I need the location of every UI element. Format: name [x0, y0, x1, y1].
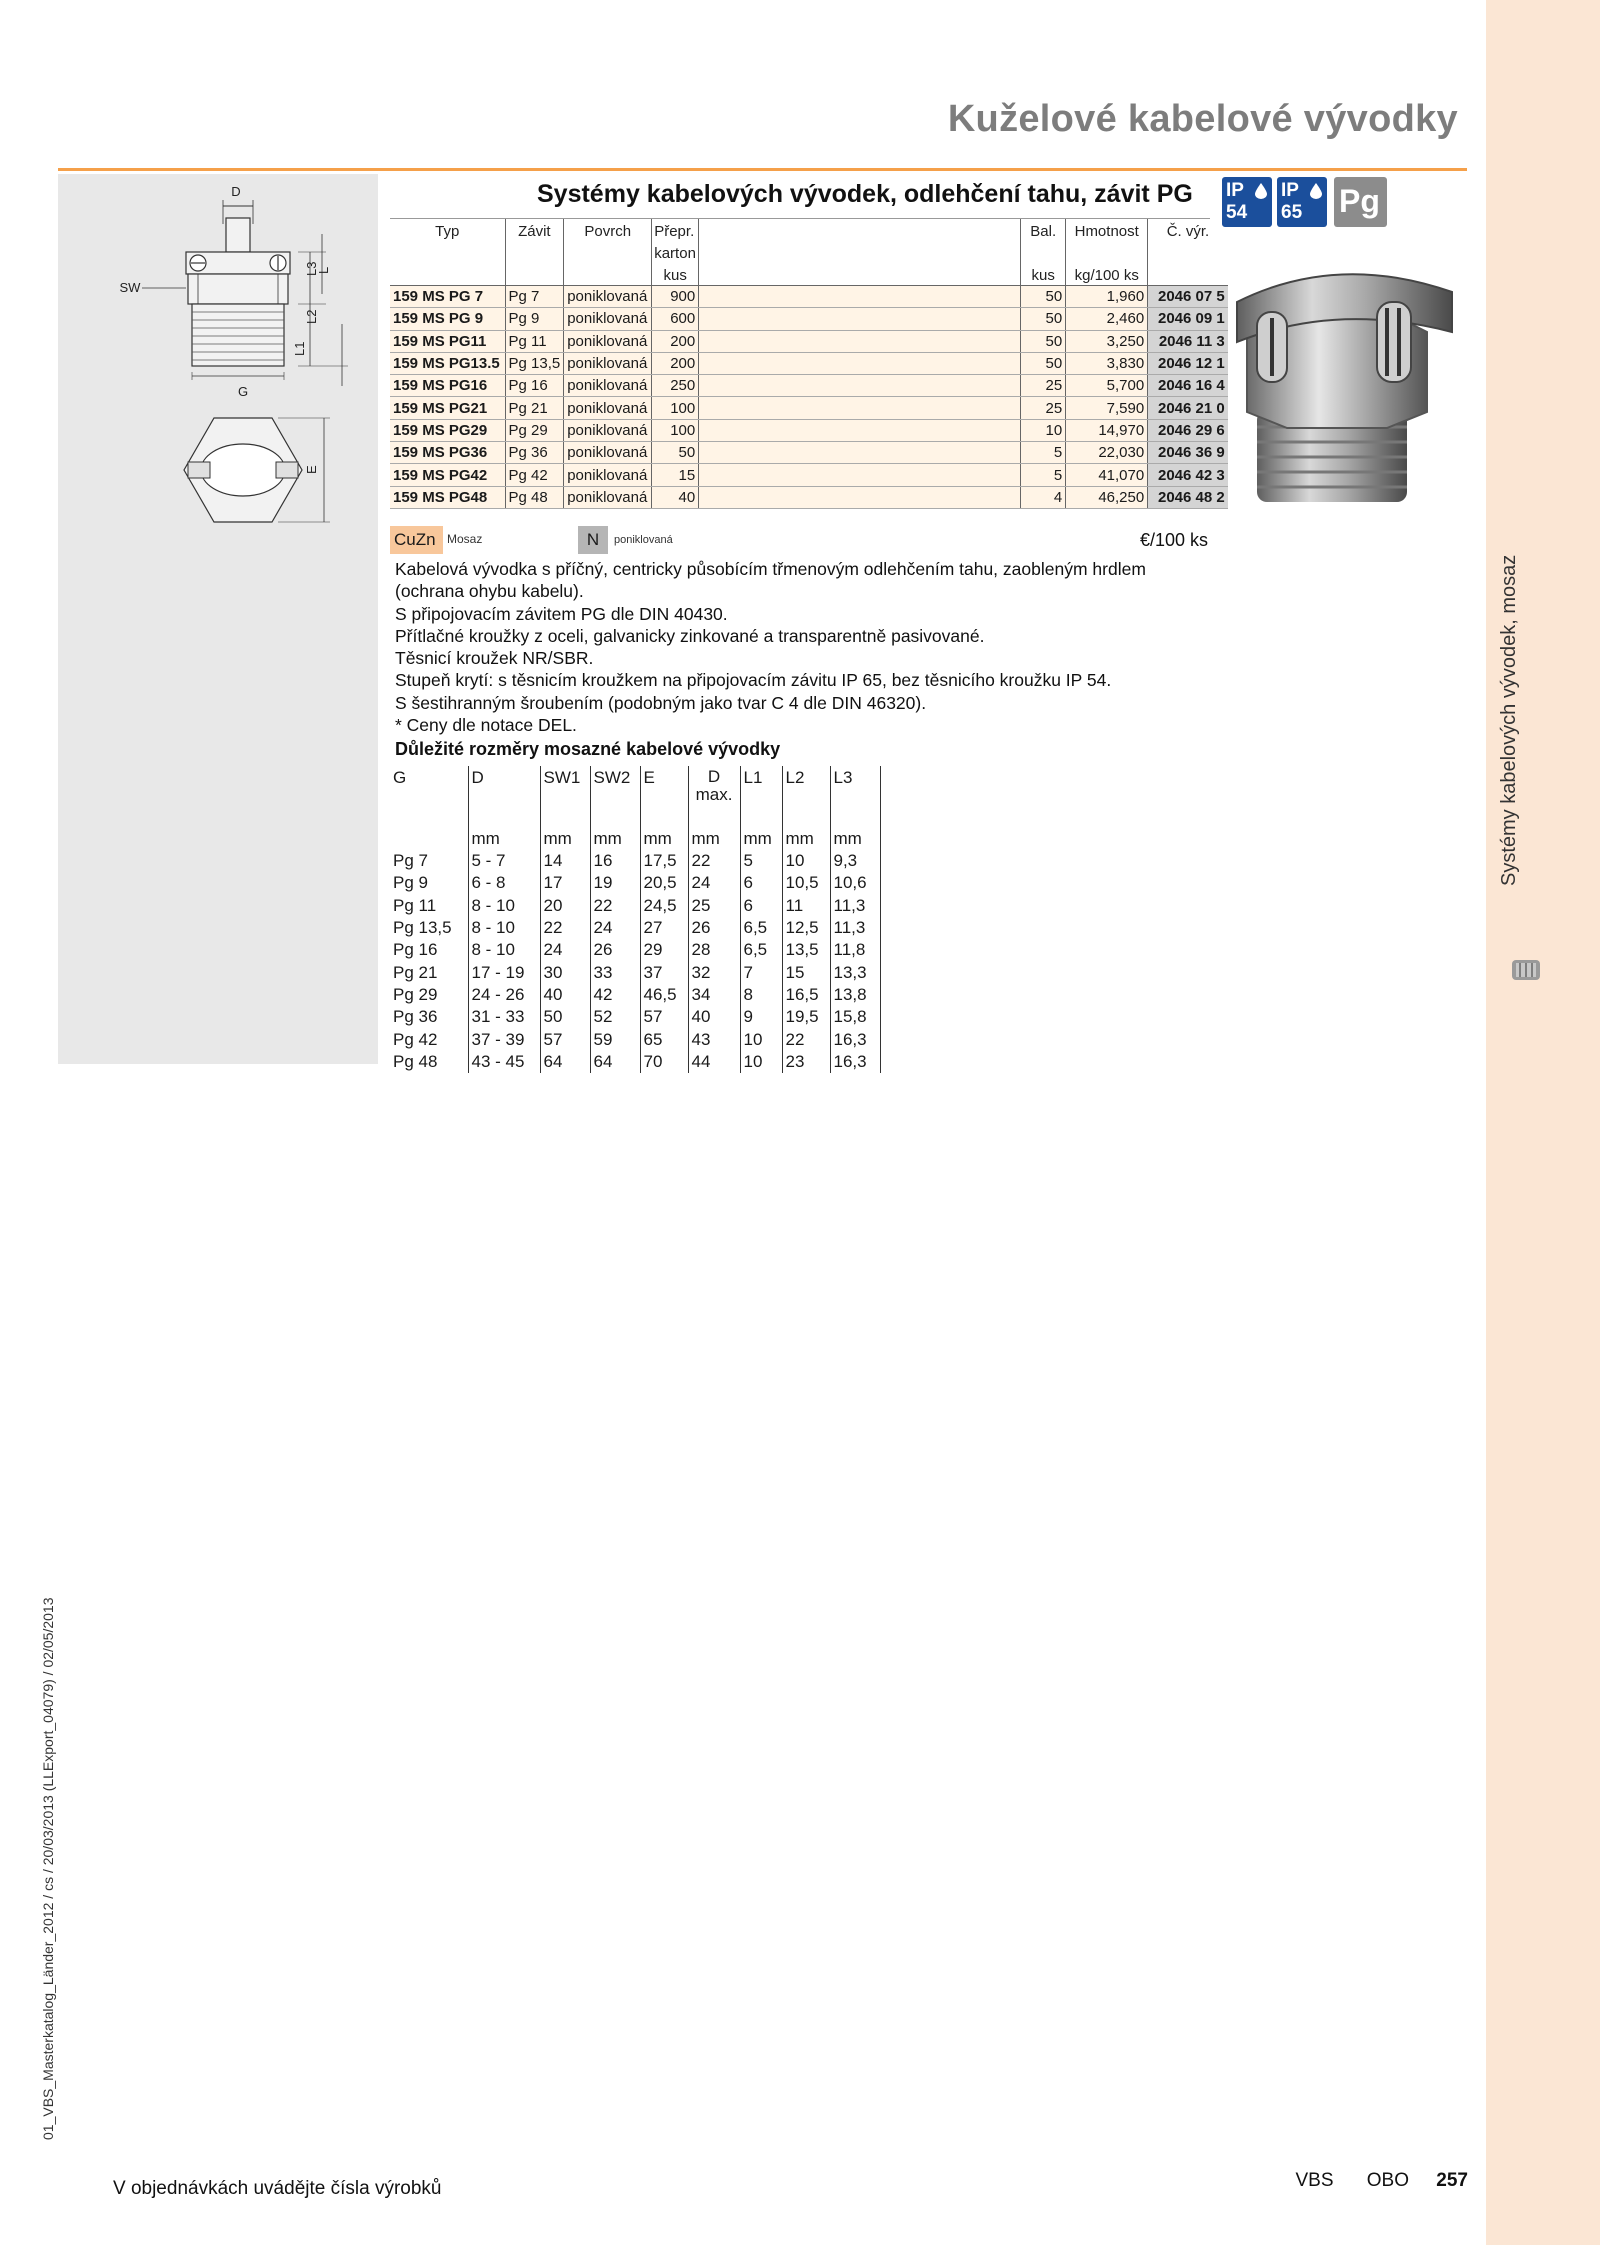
- cell-typ: 159 MS PG11: [390, 330, 505, 352]
- cell-cislo: 2046 11 3: [1148, 330, 1228, 352]
- dim-cell: 30: [540, 961, 590, 983]
- dim-cell: 17,5: [640, 850, 688, 872]
- dim-cell: 13,8: [830, 984, 880, 1006]
- table-row: [390, 939, 880, 961]
- dim-cell: Pg 21: [390, 961, 468, 983]
- cell-hmotnost: 46,250: [1066, 486, 1148, 508]
- drawing-label-l: L: [316, 266, 331, 274]
- dim-cell: 57: [640, 1006, 688, 1028]
- cell-povrch: poniklovaná: [564, 352, 652, 374]
- description-line: * Ceny dle notace DEL.: [395, 715, 577, 736]
- col-header-povrch: Povrch: [564, 219, 652, 265]
- cell-bal: 5: [1021, 442, 1066, 464]
- dim-cell: 13,3: [830, 961, 880, 983]
- drawing-label-sw: SW: [119, 280, 141, 295]
- dim-cell: 24,5: [640, 895, 688, 917]
- cell-spacer: [699, 286, 1021, 308]
- water-drop-icon: [1310, 183, 1322, 199]
- material-name: Mosaz: [447, 532, 483, 546]
- description-line: Přítlačné kroužky z oceli, galvanicky zinkované a transparentně pasivované.: [395, 625, 985, 646]
- table-row: [390, 850, 880, 872]
- dim-header-e: E: [640, 766, 688, 804]
- cell-typ: 159 MS PG 9: [390, 308, 505, 330]
- cell-hmotnost: 1,960: [1066, 286, 1148, 308]
- table-row: [390, 352, 1228, 374]
- dim-cell: 22: [540, 917, 590, 939]
- dim-cell: 7: [740, 961, 782, 983]
- dim-cell: 6: [740, 895, 782, 917]
- dim-cell: 16,3: [830, 1028, 880, 1050]
- dim-cell: 64: [590, 1051, 640, 1073]
- dim-cell: 50: [540, 1006, 590, 1028]
- cell-povrch: poniklovaná: [564, 330, 652, 352]
- table-row: [390, 984, 880, 1006]
- dim-cell: 29: [640, 939, 688, 961]
- dim-cell: 19,5: [782, 1006, 830, 1028]
- dim-cell: 34: [688, 984, 740, 1006]
- table-row: [390, 397, 1228, 419]
- cell-zavit: Pg 21: [505, 397, 564, 419]
- dim-unit: mm: [640, 828, 688, 850]
- drawing-label-l1: L1: [292, 341, 307, 356]
- drawing-label-e: E: [304, 465, 319, 474]
- dim-cell: Pg 42: [390, 1028, 468, 1050]
- cell-bal: 25: [1021, 397, 1066, 419]
- table-row: [390, 1051, 880, 1073]
- dim-cell: 52: [590, 1006, 640, 1028]
- price-unit: €/100 ks: [1139, 530, 1208, 550]
- dim-cell: 32: [688, 961, 740, 983]
- dim-cell: 6,5: [740, 939, 782, 961]
- dim-cell: 20,5: [640, 872, 688, 894]
- col-header-bal: Bal.: [1021, 219, 1066, 265]
- cell-karton: 100: [652, 419, 699, 441]
- cell-cislo: 2046 12 1: [1148, 352, 1228, 374]
- cell-spacer: [699, 308, 1021, 330]
- cell-spacer: [699, 486, 1021, 508]
- table-row: [390, 895, 880, 917]
- cell-hmotnost: 3,250: [1066, 330, 1148, 352]
- page-title: Kuželové kabelové vývodky: [947, 98, 1458, 140]
- dim-cell: 23: [782, 1051, 830, 1073]
- pg-badge: Pg: [1334, 177, 1387, 227]
- cell-typ: 159 MS PG16: [390, 375, 505, 397]
- dimension-table-header: [390, 766, 880, 804]
- dim-cell: Pg 11: [390, 895, 468, 917]
- cell-cislo: 2046 42 3: [1148, 464, 1228, 486]
- product-photo: [1227, 242, 1472, 514]
- ip54-badge: IP 54: [1222, 177, 1272, 227]
- cell-karton: 15: [652, 464, 699, 486]
- cell-zavit: Pg 29: [505, 419, 564, 441]
- side-label: Systémy kabelových vývodek, mosaz: [1498, 554, 1520, 886]
- cell-cislo: 2046 36 9: [1148, 442, 1228, 464]
- dim-unit: mm: [688, 828, 740, 850]
- dim-cell: Pg 9: [390, 872, 468, 894]
- cell-bal: 50: [1021, 330, 1066, 352]
- cell-povrch: poniklovaná: [564, 375, 652, 397]
- description-line: S připojovacím závitem PG dle DIN 40430.: [395, 603, 728, 624]
- drawing-label-l2: L2: [304, 309, 319, 324]
- section-title: Systémy kabelových vývodek, odlehčení tahu, závit PG: [537, 180, 1193, 208]
- dim-cell: 19: [590, 872, 640, 894]
- dim-cell: 22: [590, 895, 640, 917]
- dim-cell: 14: [540, 850, 590, 872]
- dim-cell: 31 - 33: [468, 1006, 540, 1028]
- dim-header-l1: L1: [740, 766, 782, 804]
- dim-cell: 10: [740, 1028, 782, 1050]
- dim-cell: 5 - 7: [468, 850, 540, 872]
- cell-cislo: 2046 07 5: [1148, 286, 1228, 308]
- unit-bal: kus: [1021, 265, 1066, 286]
- unit-hmotnost: kg/100 ks: [1066, 265, 1148, 286]
- dimension-table-units: [390, 828, 880, 850]
- dim-cell: 17: [540, 872, 590, 894]
- dim-cell: 20: [540, 895, 590, 917]
- dim-cell: 10,6: [830, 872, 880, 894]
- cell-spacer: [699, 397, 1021, 419]
- cell-karton: 250: [652, 375, 699, 397]
- water-drop-icon: [1255, 183, 1267, 199]
- dimension-table-gap: [390, 804, 880, 828]
- description-line: (ochrana ohybu kabelu).: [395, 581, 584, 602]
- cell-spacer: [699, 375, 1021, 397]
- cell-karton: 600: [652, 308, 699, 330]
- dim-cell: 5: [740, 850, 782, 872]
- dimension-table-title: Důležité rozměry mosazné kabelové vývodky: [395, 739, 781, 759]
- cell-bal: 5: [1021, 464, 1066, 486]
- table-row: [390, 286, 1228, 308]
- dim-cell: 8 - 10: [468, 895, 540, 917]
- dim-cell: 40: [688, 1006, 740, 1028]
- col-header-karton: Přepr. karton: [652, 219, 699, 265]
- cell-hmotnost: 5,700: [1066, 375, 1148, 397]
- drawing-label-l3: L3: [304, 261, 319, 276]
- dim-cell: 43 - 45: [468, 1051, 540, 1073]
- dim-unit: mm: [740, 828, 782, 850]
- technical-drawing: [58, 174, 378, 554]
- dim-cell: Pg 48: [390, 1051, 468, 1073]
- dim-cell: 15,8: [830, 1006, 880, 1028]
- cell-cislo: 2046 29 6: [1148, 419, 1228, 441]
- dim-cell: 28: [688, 939, 740, 961]
- footer-brand-obo: OBO: [1366, 2170, 1410, 2191]
- dim-cell: 11,8: [830, 939, 880, 961]
- material-code: CuZn: [390, 526, 443, 554]
- description-line: Stupeň krytí: s těsnicím kroužkem na připojovacím závitu IP 65, bez těsnicího kroužku IP 54.: [395, 670, 1112, 691]
- cell-povrch: poniklovaná: [564, 397, 652, 419]
- dim-cell: Pg 36: [390, 1006, 468, 1028]
- cell-spacer: [699, 464, 1021, 486]
- cell-karton: 900: [652, 286, 699, 308]
- cell-karton: 50: [652, 442, 699, 464]
- product-description: [395, 558, 1215, 736]
- dim-header-g: G: [390, 766, 468, 804]
- cell-povrch: poniklovaná: [564, 419, 652, 441]
- cell-cislo: 2046 21 0: [1148, 397, 1228, 419]
- cell-cislo: 2046 09 1: [1148, 308, 1228, 330]
- dim-cell: 8: [740, 984, 782, 1006]
- table-row: [390, 464, 1228, 486]
- cell-typ: 159 MS PG29: [390, 419, 505, 441]
- table-row: [390, 917, 880, 939]
- ip65-badge: IP 65: [1277, 177, 1327, 227]
- dim-cell: 57: [540, 1028, 590, 1050]
- description-line: Kabelová vývodka s příčný, centricky působícím třmenovým odlehčením tahu, zaobleným hrdlem: [395, 559, 1146, 579]
- cell-bal: 50: [1021, 352, 1066, 374]
- dim-cell: 24 - 26: [468, 984, 540, 1006]
- dim-cell: 6,5: [740, 917, 782, 939]
- cell-hmotnost: 7,590: [1066, 397, 1148, 419]
- dim-cell: 9: [740, 1006, 782, 1028]
- dim-cell: 16,3: [830, 1051, 880, 1073]
- dim-cell: 8 - 10: [468, 939, 540, 961]
- cell-typ: 159 MS PG36: [390, 442, 505, 464]
- cell-karton: 100: [652, 397, 699, 419]
- cell-cislo: 2046 16 4: [1148, 375, 1228, 397]
- cell-hmotnost: 3,830: [1066, 352, 1148, 374]
- unit-karton: kus: [652, 265, 699, 286]
- col-header-spacer: [699, 219, 1021, 265]
- side-band: [1486, 0, 1600, 2245]
- dim-header-l2: L2: [782, 766, 830, 804]
- drawing-label-d: D: [231, 184, 241, 199]
- cell-povrch: poniklovaná: [564, 442, 652, 464]
- cell-karton: 40: [652, 486, 699, 508]
- table-row: [390, 330, 1228, 352]
- dim-unit: mm: [830, 828, 880, 850]
- description-line: Těsnicí kroužek NR/SBR.: [395, 648, 594, 669]
- cell-bal: 50: [1021, 308, 1066, 330]
- dim-cell: 43: [688, 1028, 740, 1050]
- dim-cell: 12,5: [782, 917, 830, 939]
- cell-zavit: Pg 16: [505, 375, 564, 397]
- dim-cell: 26: [590, 939, 640, 961]
- title-rule: [58, 168, 1467, 171]
- dim-header-d: D: [468, 766, 540, 804]
- dim-cell: 22: [782, 1028, 830, 1050]
- dim-cell: 65: [640, 1028, 688, 1050]
- dim-cell: 10: [782, 850, 830, 872]
- cell-hmotnost: 22,030: [1066, 442, 1148, 464]
- cell-hmotnost: 14,970: [1066, 419, 1148, 441]
- dim-cell: 46,5: [640, 984, 688, 1006]
- dim-cell: 11: [782, 895, 830, 917]
- side-thumbnail-icon: [1508, 954, 1544, 986]
- cell-bal: 25: [1021, 375, 1066, 397]
- dim-cell: 13,5: [782, 939, 830, 961]
- surface-code: N: [578, 526, 608, 554]
- cell-bal: 4: [1021, 486, 1066, 508]
- dim-header-sw1: SW1: [540, 766, 590, 804]
- cell-cislo: 2046 48 2: [1148, 486, 1228, 508]
- cell-typ: 159 MS PG42: [390, 464, 505, 486]
- dim-cell: Pg 13,5: [390, 917, 468, 939]
- col-header-cislo: Č. výr.: [1166, 223, 1210, 240]
- col-header-typ: Typ: [390, 219, 505, 265]
- table-row: [390, 442, 1228, 464]
- dim-cell: 42: [590, 984, 640, 1006]
- dim-cell: 15: [782, 961, 830, 983]
- table-row: [390, 1006, 880, 1028]
- table-row: [390, 1028, 880, 1050]
- cell-typ: 159 MS PG21: [390, 397, 505, 419]
- cell-typ: 159 MS PG13.5: [390, 352, 505, 374]
- drawing-label-g: G: [237, 384, 249, 399]
- dim-cell: 70: [640, 1051, 688, 1073]
- dim-cell: 44: [688, 1051, 740, 1073]
- dim-cell: 40: [540, 984, 590, 1006]
- table-row: [390, 419, 1228, 441]
- dim-unit: [390, 828, 468, 850]
- margin-note: 01_VBS_Masterkatalog_Länder_2012 / cs / 20/03/2013 (LLExport_04079) / 02/05/2013: [40, 1597, 56, 2140]
- cell-zavit: Pg 9: [505, 308, 564, 330]
- footer-brand: [1295, 2170, 1468, 2192]
- product-table-header: [390, 219, 1228, 265]
- cell-typ: 159 MS PG48: [390, 486, 505, 508]
- dim-unit: mm: [590, 828, 640, 850]
- dim-cell: 22: [688, 850, 740, 872]
- cell-spacer: [699, 442, 1021, 464]
- dim-cell: 17 - 19: [468, 961, 540, 983]
- cell-povrch: poniklovaná: [564, 308, 652, 330]
- product-table: [390, 219, 1228, 509]
- dim-cell: 59: [590, 1028, 640, 1050]
- cell-zavit: Pg 11: [505, 330, 564, 352]
- page-number: 257: [1436, 2170, 1468, 2191]
- cell-povrch: poniklovaná: [564, 286, 652, 308]
- dim-cell: Pg 7: [390, 850, 468, 872]
- table-row: [390, 308, 1228, 330]
- cell-zavit: Pg 13,5: [505, 352, 564, 374]
- dim-cell: 10: [740, 1051, 782, 1073]
- footer-note: V objednávkách uvádějte čísla výrobků: [113, 2178, 442, 2199]
- cell-zavit: Pg 48: [505, 486, 564, 508]
- dim-cell: 9,3: [830, 850, 880, 872]
- surface-name: poniklovaná: [614, 534, 673, 546]
- cell-zavit: Pg 42: [505, 464, 564, 486]
- dim-cell: 33: [590, 961, 640, 983]
- dim-cell: 25: [688, 895, 740, 917]
- cell-hmotnost: 2,460: [1066, 308, 1148, 330]
- dim-header-sw2: SW2: [590, 766, 640, 804]
- dim-cell: 26: [688, 917, 740, 939]
- dim-unit: mm: [782, 828, 830, 850]
- col-header-hmotnost: Hmotnost: [1066, 219, 1148, 265]
- dim-cell: 6: [740, 872, 782, 894]
- dim-cell: 37: [640, 961, 688, 983]
- table-row: [390, 375, 1228, 397]
- footer-brand-vbs: VBS: [1295, 2170, 1334, 2191]
- dim-header-dmax: D max.: [688, 766, 740, 804]
- cell-spacer: [699, 330, 1021, 352]
- cell-zavit: Pg 7: [505, 286, 564, 308]
- dim-cell: 24: [590, 917, 640, 939]
- table-row: [390, 872, 880, 894]
- dim-cell: 64: [540, 1051, 590, 1073]
- cell-zavit: Pg 36: [505, 442, 564, 464]
- dim-cell: 11,3: [830, 895, 880, 917]
- dimension-table: [390, 766, 881, 1073]
- cell-karton: 200: [652, 352, 699, 374]
- cell-povrch: poniklovaná: [564, 486, 652, 508]
- material-row: [390, 526, 1210, 554]
- cell-spacer: [699, 352, 1021, 374]
- col-header-zavit: Závit: [505, 219, 564, 265]
- cell-karton: 200: [652, 330, 699, 352]
- dim-cell: 11,3: [830, 917, 880, 939]
- dim-cell: 16,5: [782, 984, 830, 1006]
- dim-cell: 27: [640, 917, 688, 939]
- cell-bal: 10: [1021, 419, 1066, 441]
- description-line: S šestihranným šroubením (podobným jako tvar C 4 dle DIN 46320).: [395, 692, 927, 713]
- dim-cell: Pg 29: [390, 984, 468, 1006]
- dim-unit: mm: [540, 828, 590, 850]
- product-table-units: [390, 265, 1228, 286]
- dim-cell: 24: [540, 939, 590, 961]
- dim-cell: 37 - 39: [468, 1028, 540, 1050]
- cell-povrch: poniklovaná: [564, 464, 652, 486]
- dim-header-l3: L3: [830, 766, 880, 804]
- dim-cell: 16: [590, 850, 640, 872]
- dim-unit: mm: [468, 828, 540, 850]
- dim-cell: Pg 16: [390, 939, 468, 961]
- cell-hmotnost: 41,070: [1066, 464, 1148, 486]
- dim-cell: 8 - 10: [468, 917, 540, 939]
- table-row: [390, 486, 1228, 508]
- dim-cell: 6 - 8: [468, 872, 540, 894]
- dim-cell: 10,5: [782, 872, 830, 894]
- cell-spacer: [699, 419, 1021, 441]
- dim-cell: 24: [688, 872, 740, 894]
- table-row: [390, 961, 880, 983]
- cell-typ: 159 MS PG 7: [390, 286, 505, 308]
- cell-bal: 50: [1021, 286, 1066, 308]
